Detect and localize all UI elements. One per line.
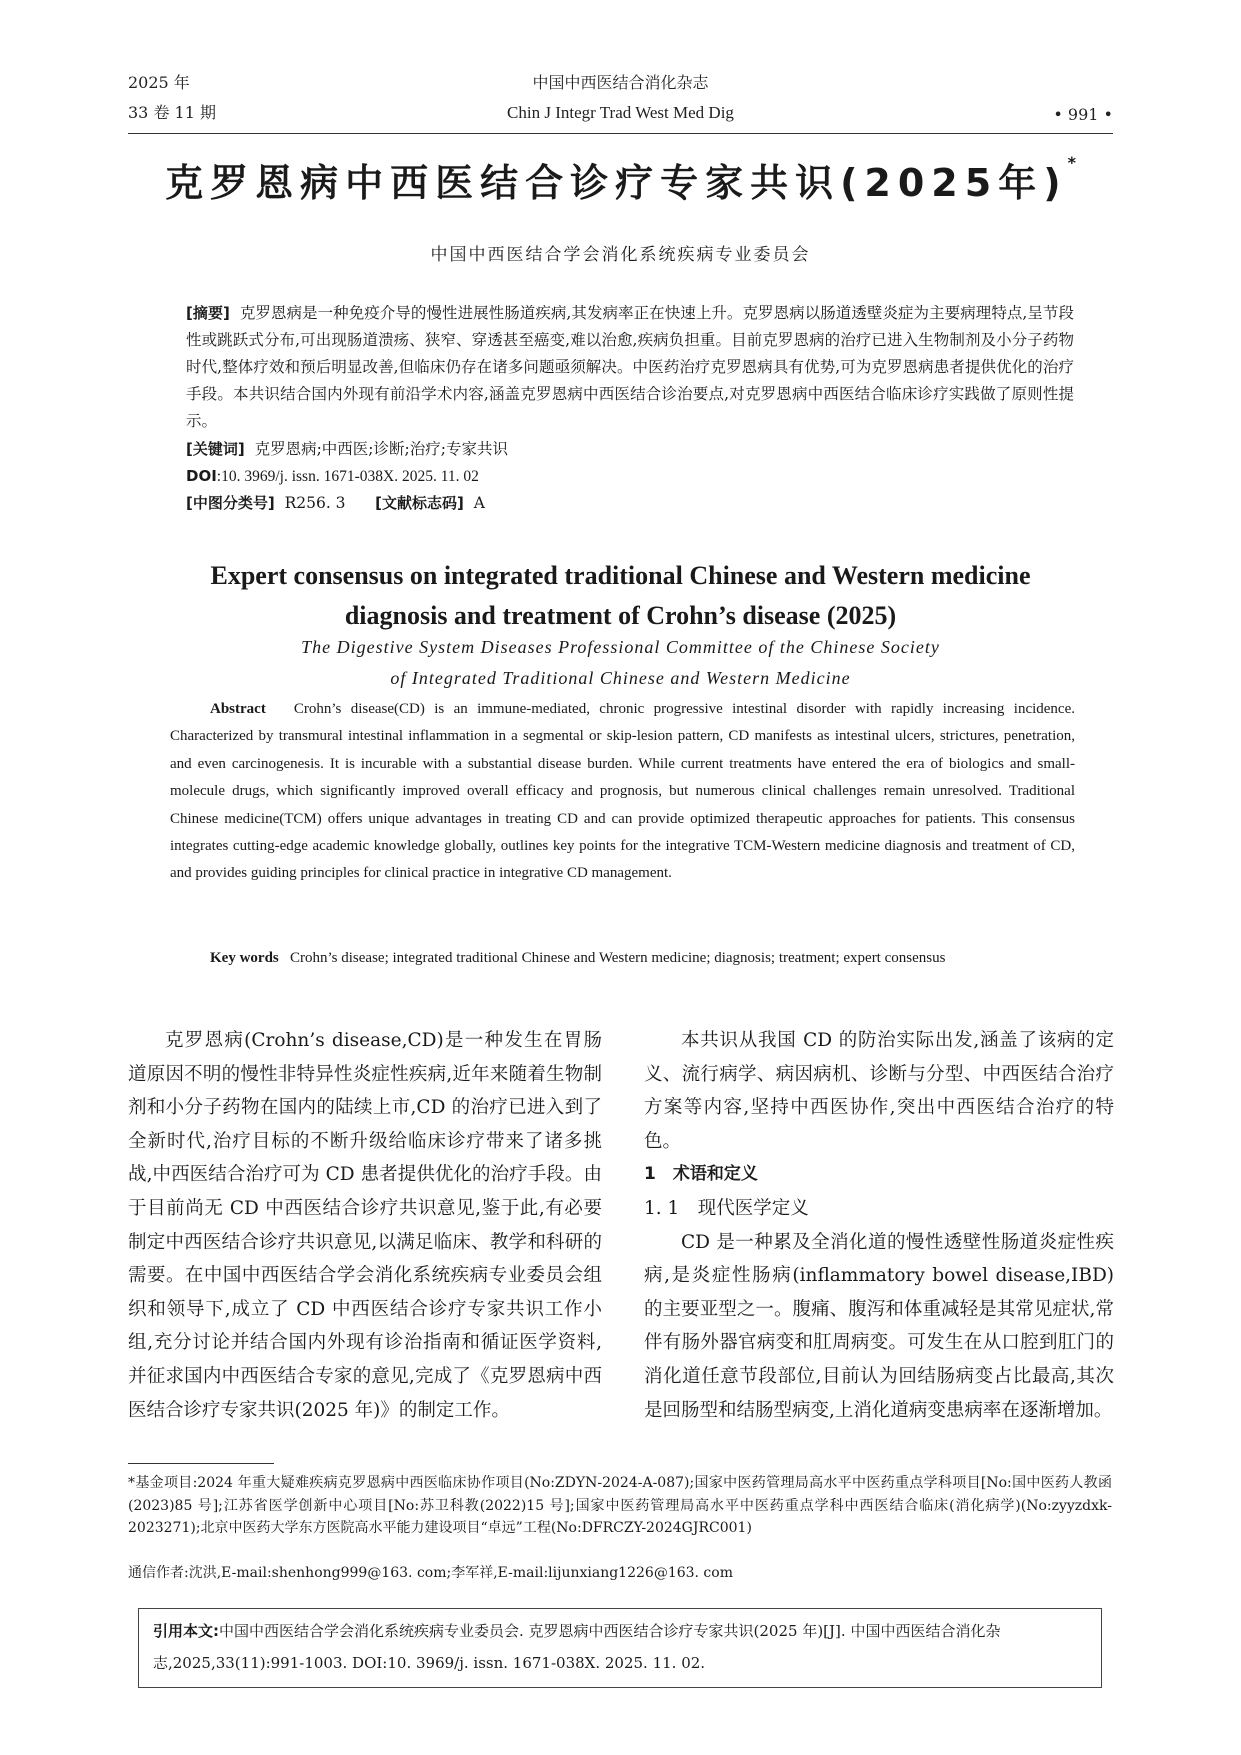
page-title-cn: 克罗恩病中西医结合诊疗专家共识(2025年)* (165, 153, 1076, 205)
abstract-cn-text: 克罗恩病是一种免疫介导的慢性进展性肠道疾病,其发病率正在快速上升。克罗恩病以肠道透壁炎症为主要病理特点,呈节段性或跳跃式分布,可出现肠道溃疡、狭窄、穿透甚至癌变,难以治愈,疾病负担重。目前克罗恩病的治疗已进入生物制剂及小分子药物时代,整体疗效和预后明显改善,但临床仍存在诸多问题亟须解决。中医药治疗克罗恩病具有优势,可为克罗恩病患者提供优化的治疗手段。本共识结合国内外现有前沿学术内容,涵盖克罗恩病中西医结合诊治要点,对克罗恩病中西医结合临床诊疗实践做了原则性提示。 (186, 304, 1075, 430)
header-page-number: • 991 • (1053, 105, 1113, 124)
citation-text: 中国中西医结合学会消化系统疾病专业委员会. 克罗恩病中西医结合诊疗专家共识(2025 年)[J]. 中国中西医结合消化杂志,2025,33(11):991-1003. DOI:10. 3969/j. issn. 1671-038X. 2025. 11. 02. (153, 1622, 1001, 1672)
abstract-en-text: Crohn’s disease(CD) is an immune-mediated, chronic progressive intestinal disorder with rapidly increasing incidence. Characterized by transmural intestinal inflammation in a segmental or skip-lesion pattern, CD manifests as intestinal ulcers, strictures, penetration, and even carcinogenesis. It is incurable with a substantial disease burden. While current treatments have entered the era of biologics and small-molecule drugs, which significantly improved overall efficacy and prognosis, but numerous clinical challenges remain unresolved. Traditional Chinese medicine(TCM) offers unique advantages in treating CD and can provide optimized therapeutic approaches for patients. This consensus integrates cutting-edge academic knowledge globally, outlines key points for the integrative TCM-Western medicine diagnosis and treatment of CD, and provides guiding principles for clinical practice in integrative CD management. (170, 701, 1075, 882)
footnote-fund: *基金项目:2024 年重大疑难疾病克罗恩病中西医临床协作项目(No:ZDYN-2024-A-087);国家中医药管理局高水平中医药重点学科项目[No:国中医药人教函(2023)85 号];江苏省医学创新中心项目[No:苏卫科教(2022)15 号];国家中医药管理局高水平中医药重点学科中西医结合临床(消化病学)(No:zyyzdxk-2023271);北京中医药大学东方医院高水平能力建设项目“卓远”工程(No:DFRCZY-2024GJRC001) (128, 1475, 1112, 1536)
keywords-en-label: Key words (210, 950, 279, 966)
title-en-line2: diagnosis and treatment of Crohn’s disease (2025) (344, 601, 897, 630)
clc-label: [中图分类号] (186, 494, 275, 512)
header-journal-en: Chin J Integr Trad West Med Dig (507, 103, 734, 122)
body-paragraph: 本共识从我国 CD 的防治实际出发,涵盖了该病的定义、流行病学、病因病机、诊断与分型、中西医结合治疗方案等内容,坚持中西医协作,突出中西医结合治疗的特色。 (644, 1030, 1114, 1152)
title-footnote-mark: * (1067, 153, 1076, 173)
keywords-en-text: Crohn’s disease; integrated traditional Chinese and Western medicine; diagnosis; treatment; expert consensus (290, 950, 946, 966)
header-volume: 33 卷 11 期 (128, 103, 216, 122)
keywords-en (170, 945, 1075, 972)
abstract-en-label: Abstract (210, 701, 266, 717)
author-en (0, 632, 1241, 694)
footnote-corresponding-author: 通信作者:沈洪,E-mail:shenhong999@163. com;李军祥,E-mail:lijunxiang1226@163. com (128, 1565, 733, 1581)
body-column-left (128, 1024, 602, 1427)
section-heading-1: 1 术语和定义 (644, 1164, 758, 1185)
citation-box (138, 1608, 1102, 1688)
abstract-cn (186, 300, 1074, 435)
doi-line (186, 463, 1074, 490)
doc-code-value: A (473, 494, 485, 512)
classification-line (186, 490, 1074, 517)
header-rule (128, 133, 1113, 134)
section-heading-1-1: 1. 1 现代医学定义 (644, 1197, 809, 1219)
author-en-line2: of Integrated Traditional Chinese and Western Medicine (390, 668, 851, 688)
clc-value: R256. 3 (284, 494, 346, 512)
keywords-cn-label: [关键词] (186, 440, 245, 458)
doc-code-label: [文献标志码] (375, 494, 464, 512)
keywords-cn-text: 克罗恩病;中西医;诊断;治疗;专家共识 (254, 440, 508, 458)
title-en-line1: Expert consensus on integrated traditional Chinese and Western medicine (210, 561, 1031, 590)
header-year: 2025 年 (128, 73, 190, 92)
header-journal-cn: 中国中西医结合消化杂志 (532, 73, 709, 92)
keywords-cn (186, 436, 1074, 463)
citation-label: 引用本文: (153, 1622, 219, 1640)
body-paragraph: CD 是一种累及全消化道的慢性透壁性肠道炎症性疾病,是炎症性肠病(inflammatory bowel disease,IBD)的主要亚型之一。腹痛、腹泻和体重减轻是其常见症状,常伴有肠外器官病变和肛周病变。可发生在从口腔到肛门的消化道任意节段部位,目前认为回结肠病变占比最高,其次是回肠型和结肠型病变,上消化道病变患病率在逐渐增加。 (644, 1231, 1114, 1421)
footnote-rule (128, 1463, 274, 1464)
author-en-line1: The Digestive System Diseases Professional Committee of the Chinese Society (301, 637, 940, 657)
body-column-right (644, 1024, 1114, 1427)
page-title-en (0, 556, 1241, 636)
body-paragraph: 克罗恩病(Crohn’s disease,CD)是一种发生在胃肠道原因不明的慢性非特异性炎症性疾病,近年来随着生物制剂和小分子药物在国内的陆续上市,CD 的治疗已进入到了全新时代,治疗目标的不断升级给临床诊疗带来了诸多挑战,中西医结合治疗可为 CD 患者提供优化的治疗手段。由于目前尚无 CD 中西医结合诊疗共识意见,鉴于此,有必要制定中西医结合诊疗共识意见,以满足临床、教学和科研的需要。在中国中西医结合学会消化系统疾病专业委员会组织和领导下,成立了 CD 中西医结合诊疗专家共识工作小组,充分讨论并结合国内外现有诊治指南和循证医学资料,并征求国内中西医结合专家的意见,完成了《克罗恩病中西医结合诊疗专家共识(2025 年)》的制定工作。 (128, 1030, 602, 1421)
author-cn: 中国中西医结合学会消化系统疾病专业委员会 (430, 245, 811, 265)
doi-label: DOI (186, 467, 217, 485)
doi-text: :10. 3969/j. issn. 1671-038X. 2025. 11. 02 (216, 468, 479, 485)
abstract-en (170, 696, 1075, 888)
abstract-cn-label: [摘要] (186, 304, 230, 322)
